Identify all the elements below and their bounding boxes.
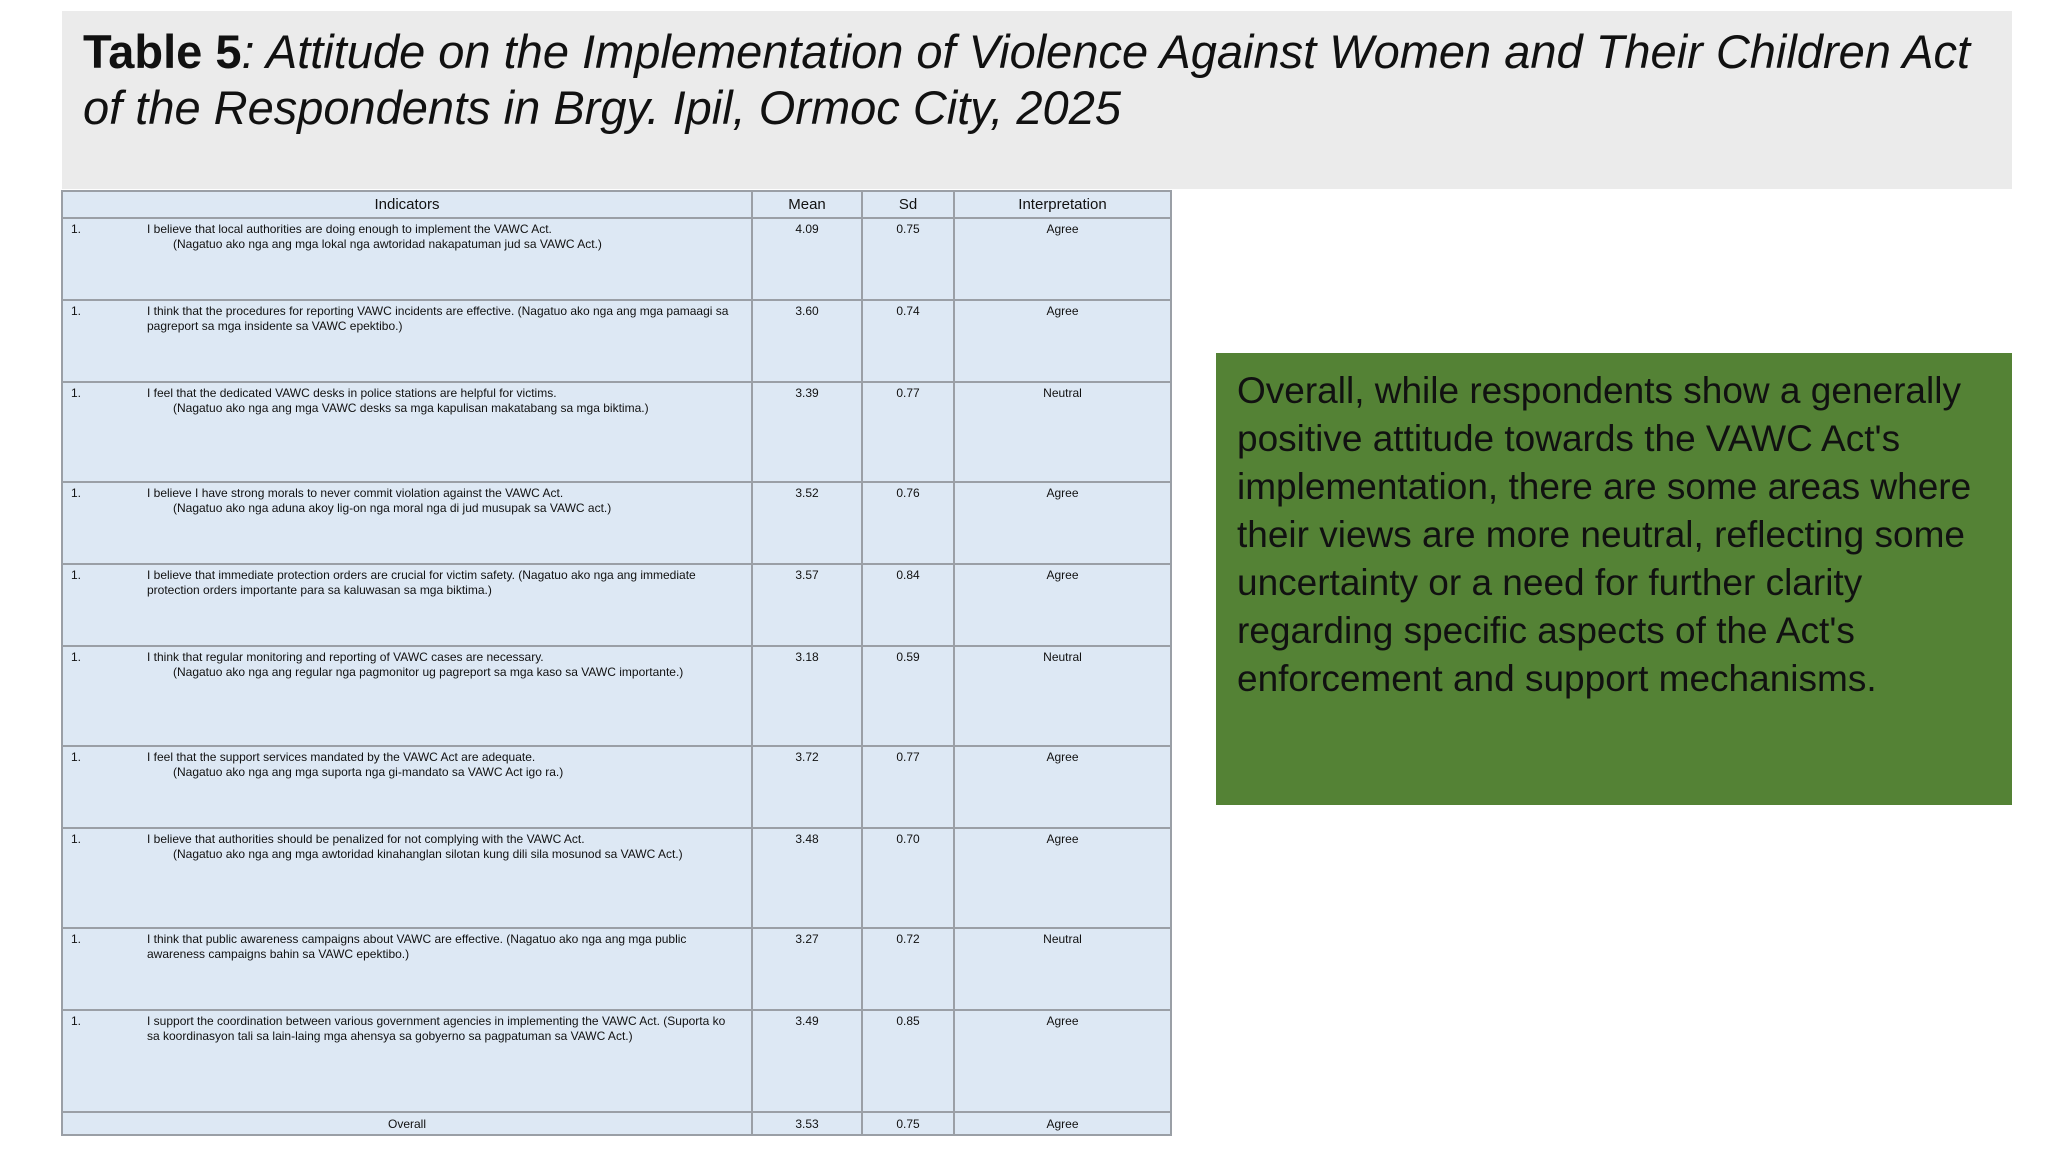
indicator-text: I support the coordination between various government agencies in implementing the VAWC Act. (Suporta ko sa koordinasyon tali sa lain-laing mga ahensya sa gobyerno sa pagpatuman sa VAWC Act.) xyxy=(147,1014,726,1043)
table-row xyxy=(62,382,1171,482)
sd-cell: 0.77 xyxy=(862,746,954,828)
mean-cell: 3.49 xyxy=(752,1010,862,1112)
item-number: 1. xyxy=(71,222,82,236)
title-rest: : Attitude on the Implementation of Violence Against Women and Their Children Act of the Respondents in Brgy. Ipil, Ormoc City, 2025 xyxy=(83,25,1971,134)
table-row xyxy=(62,218,1171,300)
item-number: 1. xyxy=(71,650,82,664)
indicator-translation: (Nagatuo ako nga ang mga lokal nga awtoridad nakapatuman jud sa VAWC Act.) xyxy=(173,237,602,251)
header-indicators: Indicators xyxy=(62,191,752,218)
indicator-text: I think that regular monitoring and reporting of VAWC cases are necessary. xyxy=(147,650,544,664)
indicator-text: I think that the procedures for reporting VAWC incidents are effective. (Nagatuo ako nga ang mga pamaagi sa pagreport sa mga insidente sa VAWC epektibo.) xyxy=(147,304,729,333)
table-row xyxy=(62,646,1171,746)
title-box xyxy=(62,11,2012,189)
summary-box xyxy=(1216,353,2012,805)
indicator-translation: (Nagatuo ako nga ang mga awtoridad kinahanglan silotan kung dili sila mosunod sa VAWC Act.) xyxy=(173,847,683,861)
header-sd: Sd xyxy=(862,191,954,218)
table-row xyxy=(62,1010,1171,1112)
item-number: 1. xyxy=(71,750,82,764)
interpretation-cell: Neutral xyxy=(954,928,1171,1010)
sd-cell: 0.72 xyxy=(862,928,954,1010)
mean-cell: 3.27 xyxy=(752,928,862,1010)
item-number: 1. xyxy=(71,486,82,500)
interpretation-cell: Agree xyxy=(954,300,1171,382)
overall-sd: 0.75 xyxy=(862,1112,954,1135)
indicator-text: I think that public awareness campaigns about VAWC are effective. (Nagatuo ako nga ang mga public awareness campaigns bahin sa VAWC epektibo.) xyxy=(147,932,687,961)
indicator-text: I feel that the support services mandated by the VAWC Act are adequate. xyxy=(147,750,536,764)
slide-title xyxy=(83,24,1993,136)
indicator-cell xyxy=(62,828,752,928)
interpretation-cell: Neutral xyxy=(954,382,1171,482)
interpretation-cell: Agree xyxy=(954,1010,1171,1112)
mean-cell: 3.60 xyxy=(752,300,862,382)
indicator-cell xyxy=(62,928,752,1010)
sd-cell: 0.75 xyxy=(862,218,954,300)
attitude-table xyxy=(61,190,1172,1136)
mean-cell: 3.52 xyxy=(752,482,862,564)
mean-cell: 4.09 xyxy=(752,218,862,300)
item-number: 1. xyxy=(71,1014,82,1028)
indicator-cell xyxy=(62,300,752,382)
mean-cell: 3.18 xyxy=(752,646,862,746)
indicator-cell xyxy=(62,382,752,482)
item-number: 1. xyxy=(71,832,82,846)
indicator-translation: (Nagatuo ako nga ang mga suporta nga gi-mandato sa VAWC Act igo ra.) xyxy=(173,765,564,779)
mean-cell: 3.57 xyxy=(752,564,862,646)
indicator-text: I believe that authorities should be penalized for not complying with the VAWC Act. xyxy=(147,832,585,846)
indicator-cell xyxy=(62,564,752,646)
interpretation-cell: Agree xyxy=(954,564,1171,646)
table-row xyxy=(62,928,1171,1010)
indicator-translation: (Nagatuo ako nga ang regular nga pagmonitor ug pagreport sa mga kaso sa VAWC importante.) xyxy=(173,665,684,679)
sd-cell: 0.70 xyxy=(862,828,954,928)
interpretation-cell: Agree xyxy=(954,482,1171,564)
summary-text: Overall, while respondents show a generally positive attitude towards the VAWC Act's implementation, there are some areas where their views are more neutral, reflecting some uncertainty or a need for further clarity regarding specific aspects of the Act's enforcement and support mechanisms. xyxy=(1237,370,1972,699)
header-interpretation: Interpretation xyxy=(954,191,1171,218)
table-header-row xyxy=(62,191,1171,218)
table-row xyxy=(62,746,1171,828)
sd-cell: 0.76 xyxy=(862,482,954,564)
interpretation-cell: Agree xyxy=(954,746,1171,828)
table-row xyxy=(62,300,1171,382)
overall-row xyxy=(62,1112,1171,1135)
sd-cell: 0.77 xyxy=(862,382,954,482)
item-number: 1. xyxy=(71,932,82,946)
title-lead: Table 5 xyxy=(83,25,242,78)
table-row xyxy=(62,564,1171,646)
header-mean: Mean xyxy=(752,191,862,218)
item-number: 1. xyxy=(71,568,82,582)
overall-label: Overall xyxy=(62,1112,752,1135)
indicator-cell xyxy=(62,482,752,564)
interpretation-cell: Agree xyxy=(954,218,1171,300)
sd-cell: 0.59 xyxy=(862,646,954,746)
table-row xyxy=(62,828,1171,928)
overall-interpretation: Agree xyxy=(954,1112,1171,1135)
mean-cell: 3.72 xyxy=(752,746,862,828)
item-number: 1. xyxy=(71,386,82,400)
indicator-translation: (Nagatuo ako nga ang mga VAWC desks sa mga kapulisan makatabang sa mga biktima.) xyxy=(173,401,649,415)
indicator-translation: (Nagatuo ako nga aduna akoy lig-on nga moral nga di jud musupak sa VAWC act.) xyxy=(173,501,612,515)
indicator-cell xyxy=(62,218,752,300)
overall-mean: 3.53 xyxy=(752,1112,862,1135)
sd-cell: 0.84 xyxy=(862,564,954,646)
sd-cell: 0.74 xyxy=(862,300,954,382)
indicator-text: I feel that the dedicated VAWC desks in police stations are helpful for victims. xyxy=(147,386,557,400)
mean-cell: 3.39 xyxy=(752,382,862,482)
indicator-text: I believe that local authorities are doing enough to implement the VAWC Act. xyxy=(147,222,552,236)
indicator-cell xyxy=(62,746,752,828)
sd-cell: 0.85 xyxy=(862,1010,954,1112)
indicator-text: I believe I have strong morals to never commit violation against the VAWC Act. xyxy=(147,486,564,500)
interpretation-cell: Agree xyxy=(954,828,1171,928)
interpretation-cell: Neutral xyxy=(954,646,1171,746)
item-number: 1. xyxy=(71,304,82,318)
table-row xyxy=(62,482,1171,564)
indicator-text: I believe that immediate protection orders are crucial for victim safety. (Nagatuo ako nga ang immediate protection orders importante para sa kaluwasan sa mga biktima.) xyxy=(147,568,696,597)
mean-cell: 3.48 xyxy=(752,828,862,928)
indicator-cell xyxy=(62,646,752,746)
indicator-cell xyxy=(62,1010,752,1112)
